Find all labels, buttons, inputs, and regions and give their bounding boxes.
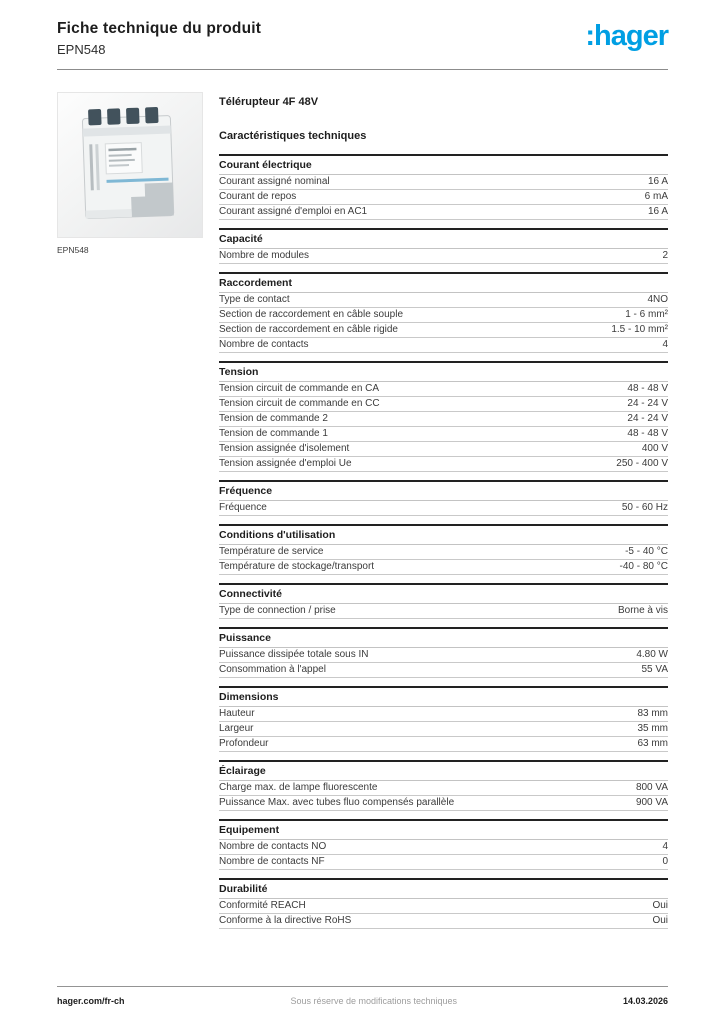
- spec-row: [219, 205, 668, 220]
- spec-label: Largeur: [219, 723, 254, 734]
- footer-divider: [57, 986, 668, 987]
- product-image: [57, 92, 203, 238]
- spec-label: Courant de repos: [219, 191, 297, 202]
- spec-value: 2: [662, 250, 668, 261]
- spec-section: [219, 686, 668, 752]
- spec-section: [219, 228, 668, 264]
- section-title: Éclairage: [219, 760, 668, 781]
- footer-row: [57, 996, 668, 1006]
- spec-row: [219, 323, 668, 338]
- header-titles: [57, 20, 261, 57]
- spec-value: 4.80 W: [636, 649, 668, 660]
- spec-value: 800 VA: [635, 782, 668, 793]
- header: [57, 20, 668, 57]
- spec-value: 4: [662, 841, 668, 852]
- spec-value: 16 A: [647, 206, 668, 217]
- spec-label: Puissance dissipée totale sous IN: [219, 649, 369, 660]
- spec-label: Tension de commande 2: [219, 413, 328, 424]
- spec-value: -40 - 80 °C: [619, 561, 668, 572]
- section-title: Connectivité: [219, 583, 668, 604]
- spec-value: 0: [662, 856, 668, 867]
- spec-value: 4: [662, 339, 668, 350]
- section-title: Courant électrique: [219, 154, 668, 175]
- spec-value: 1.5 - 10 mm²: [611, 324, 668, 335]
- spec-row: [219, 707, 668, 722]
- spec-label: Charge max. de lampe fluorescente: [219, 782, 378, 793]
- section-title: Fréquence: [219, 480, 668, 501]
- spec-value: 16 A: [647, 176, 668, 187]
- telerupteur-device-illustration: [68, 101, 192, 229]
- section-title: Tension: [219, 361, 668, 382]
- spec-sections: [219, 154, 668, 929]
- spec-row: [219, 663, 668, 678]
- spec-row: [219, 308, 668, 323]
- spec-value: Oui: [652, 900, 668, 911]
- section-title: Capacité: [219, 228, 668, 249]
- spec-row: [219, 796, 668, 811]
- product-image-column: [57, 92, 203, 937]
- spec-row: [219, 412, 668, 427]
- spec-label: Nombre de contacts NO: [219, 841, 327, 852]
- spec-label: Hauteur: [219, 708, 255, 719]
- specifications-column: [219, 92, 668, 937]
- spec-row: [219, 560, 668, 575]
- footer: [57, 986, 668, 1006]
- spec-label: Conformité REACH: [219, 900, 306, 911]
- header-divider: [57, 69, 668, 70]
- section-title: Equipement: [219, 819, 668, 840]
- spec-label: Tension de commande 1: [219, 428, 328, 439]
- spec-label: Type de contact: [219, 294, 290, 305]
- spec-row: [219, 722, 668, 737]
- spec-row: [219, 648, 668, 663]
- spec-label: Section de raccordement en câble rigide: [219, 324, 398, 335]
- spec-label: Nombre de modules: [219, 250, 310, 261]
- main-content: [57, 92, 668, 937]
- spec-value: 55 VA: [641, 664, 668, 675]
- spec-row: [219, 427, 668, 442]
- spec-label: Nombre de contacts: [219, 339, 309, 350]
- spec-section: [219, 154, 668, 220]
- spec-value: 1 - 6 mm²: [625, 309, 668, 320]
- spec-row: [219, 338, 668, 353]
- footer-date: 14.03.2026: [622, 996, 668, 1006]
- section-title: Puissance: [219, 627, 668, 648]
- spec-label: Nombre de contacts NF: [219, 856, 325, 867]
- characteristics-heading: Caractéristiques techniques: [219, 130, 367, 142]
- spec-value: 83 mm: [637, 708, 668, 719]
- spec-row: [219, 249, 668, 264]
- spec-value: Oui: [652, 915, 668, 926]
- spec-label: Profondeur: [219, 738, 269, 749]
- spec-value: 24 - 24 V: [627, 398, 668, 409]
- spec-row: [219, 840, 668, 855]
- spec-row: [219, 855, 668, 870]
- spec-value: 4NO: [647, 294, 668, 305]
- spec-label: Tension assignée d'isolement: [219, 443, 350, 454]
- spec-label: Température de stockage/transport: [219, 561, 375, 572]
- spec-label: Tension circuit de commande en CA: [219, 383, 380, 394]
- spec-label: Tension circuit de commande en CC: [219, 398, 380, 409]
- section-title: Conditions d'utilisation: [219, 524, 668, 545]
- spec-label: Puissance Max. avec tubes fluo compensés parallèle: [219, 797, 455, 808]
- spec-row: [219, 737, 668, 752]
- spec-value: 900 VA: [635, 797, 668, 808]
- spec-section: [219, 878, 668, 929]
- spec-label: Section de raccordement en câble souple: [219, 309, 404, 320]
- spec-row: [219, 190, 668, 205]
- spec-value: 400 V: [641, 443, 668, 454]
- spec-row: [219, 442, 668, 457]
- footer-disclaimer: Sous réserve de modifications techniques: [290, 996, 458, 1006]
- spec-label: Consommation à l'appel: [219, 664, 326, 675]
- spec-label: Tension assignée d'emploi Ue: [219, 458, 352, 469]
- spec-row: [219, 545, 668, 560]
- spec-value: 50 - 60 Hz: [621, 502, 668, 513]
- spec-section: [219, 819, 668, 870]
- spec-row: [219, 899, 668, 914]
- section-title: Durabilité: [219, 878, 668, 899]
- section-title: Dimensions: [219, 686, 668, 707]
- section-title: Raccordement: [219, 272, 668, 293]
- page-title: Fiche technique du produit: [57, 20, 262, 37]
- spec-value: 24 - 24 V: [627, 413, 668, 424]
- spec-value: 35 mm: [637, 723, 668, 734]
- spec-value: Borne à vis: [617, 605, 668, 616]
- spec-label: Conforme à la directive RoHS: [219, 915, 352, 926]
- spec-value: 6 mA: [644, 191, 668, 202]
- product-image-caption: EPN548: [57, 245, 89, 255]
- spec-row: [219, 457, 668, 472]
- spec-row: [219, 781, 668, 796]
- spec-section: [219, 760, 668, 811]
- spec-label: Fréquence: [219, 502, 267, 513]
- spec-row: [219, 914, 668, 929]
- spec-label: Courant assigné d'emploi en AC1: [219, 206, 368, 217]
- hager-logo: :hager: [585, 20, 668, 52]
- spec-value: 250 - 400 V: [616, 458, 668, 469]
- spec-row: [219, 397, 668, 412]
- spec-row: [219, 501, 668, 516]
- spec-section: [219, 524, 668, 575]
- footer-website-link[interactable]: hager.com/fr-ch: [57, 996, 125, 1006]
- spec-value: -5 - 40 °C: [625, 546, 668, 557]
- spec-section: [219, 627, 668, 678]
- spec-value: 48 - 48 V: [627, 428, 668, 439]
- product-reference: EPN548: [57, 42, 106, 57]
- spec-value: 63 mm: [637, 738, 668, 749]
- spec-label: Courant assigné nominal: [219, 176, 330, 187]
- spec-row: [219, 382, 668, 397]
- spec-value: 48 - 48 V: [627, 383, 668, 394]
- spec-row: [219, 604, 668, 619]
- spec-section: [219, 361, 668, 472]
- spec-row: [219, 293, 668, 308]
- spec-section: [219, 583, 668, 619]
- spec-label: Type de connection / prise: [219, 605, 336, 616]
- spec-row: [219, 175, 668, 190]
- product-name: Télérupteur 4F 48V: [219, 96, 319, 108]
- spec-section: [219, 272, 668, 353]
- spec-label: Température de service: [219, 546, 324, 557]
- spec-section: [219, 480, 668, 516]
